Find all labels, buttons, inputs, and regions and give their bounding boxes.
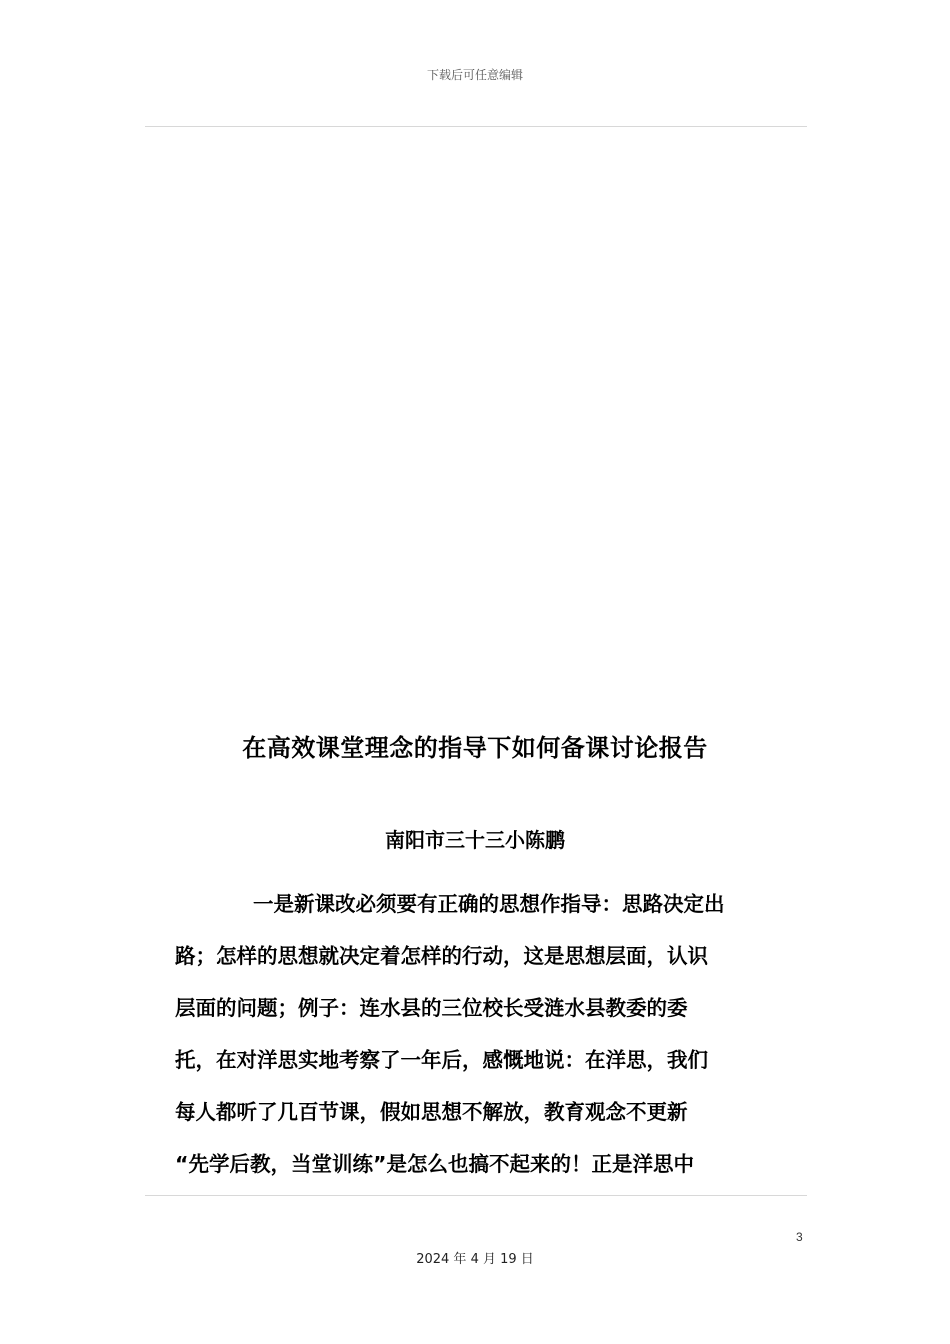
- body-line: “先学后教，当堂训练”是怎么也搞不起来的！正是洋思中: [175, 1152, 694, 1176]
- page-number: 3: [796, 1230, 803, 1244]
- document-author: 南阳市三十三小陈鹏: [385, 828, 565, 852]
- document-title: 在高效课堂理念的指导下如何备课讨论报告: [242, 734, 708, 762]
- header-divider: [145, 126, 807, 127]
- body-line: 托，在对洋思实地考察了一年后，感慨地说：在洋思，我们: [175, 1048, 708, 1072]
- body-line: 路；怎样的思想就决定着怎样的行动，这是思想层面，认识: [175, 944, 708, 968]
- document-body: [175, 886, 775, 1198]
- body-line: 一是新课改必须要有正确的思想作指导：思路决定出: [253, 892, 725, 916]
- footer-date: 2024 年 4 月 19 日: [416, 1252, 534, 1267]
- body-line: 每人都听了几百节课，假如思想不解放，教育观念不更新: [175, 1100, 688, 1124]
- footer-divider: [145, 1195, 807, 1196]
- page-header: 下载后可任意编辑: [426, 68, 523, 82]
- body-line: 层面的问题；例子：连水县的三位校长受涟水县教委的委: [175, 996, 688, 1020]
